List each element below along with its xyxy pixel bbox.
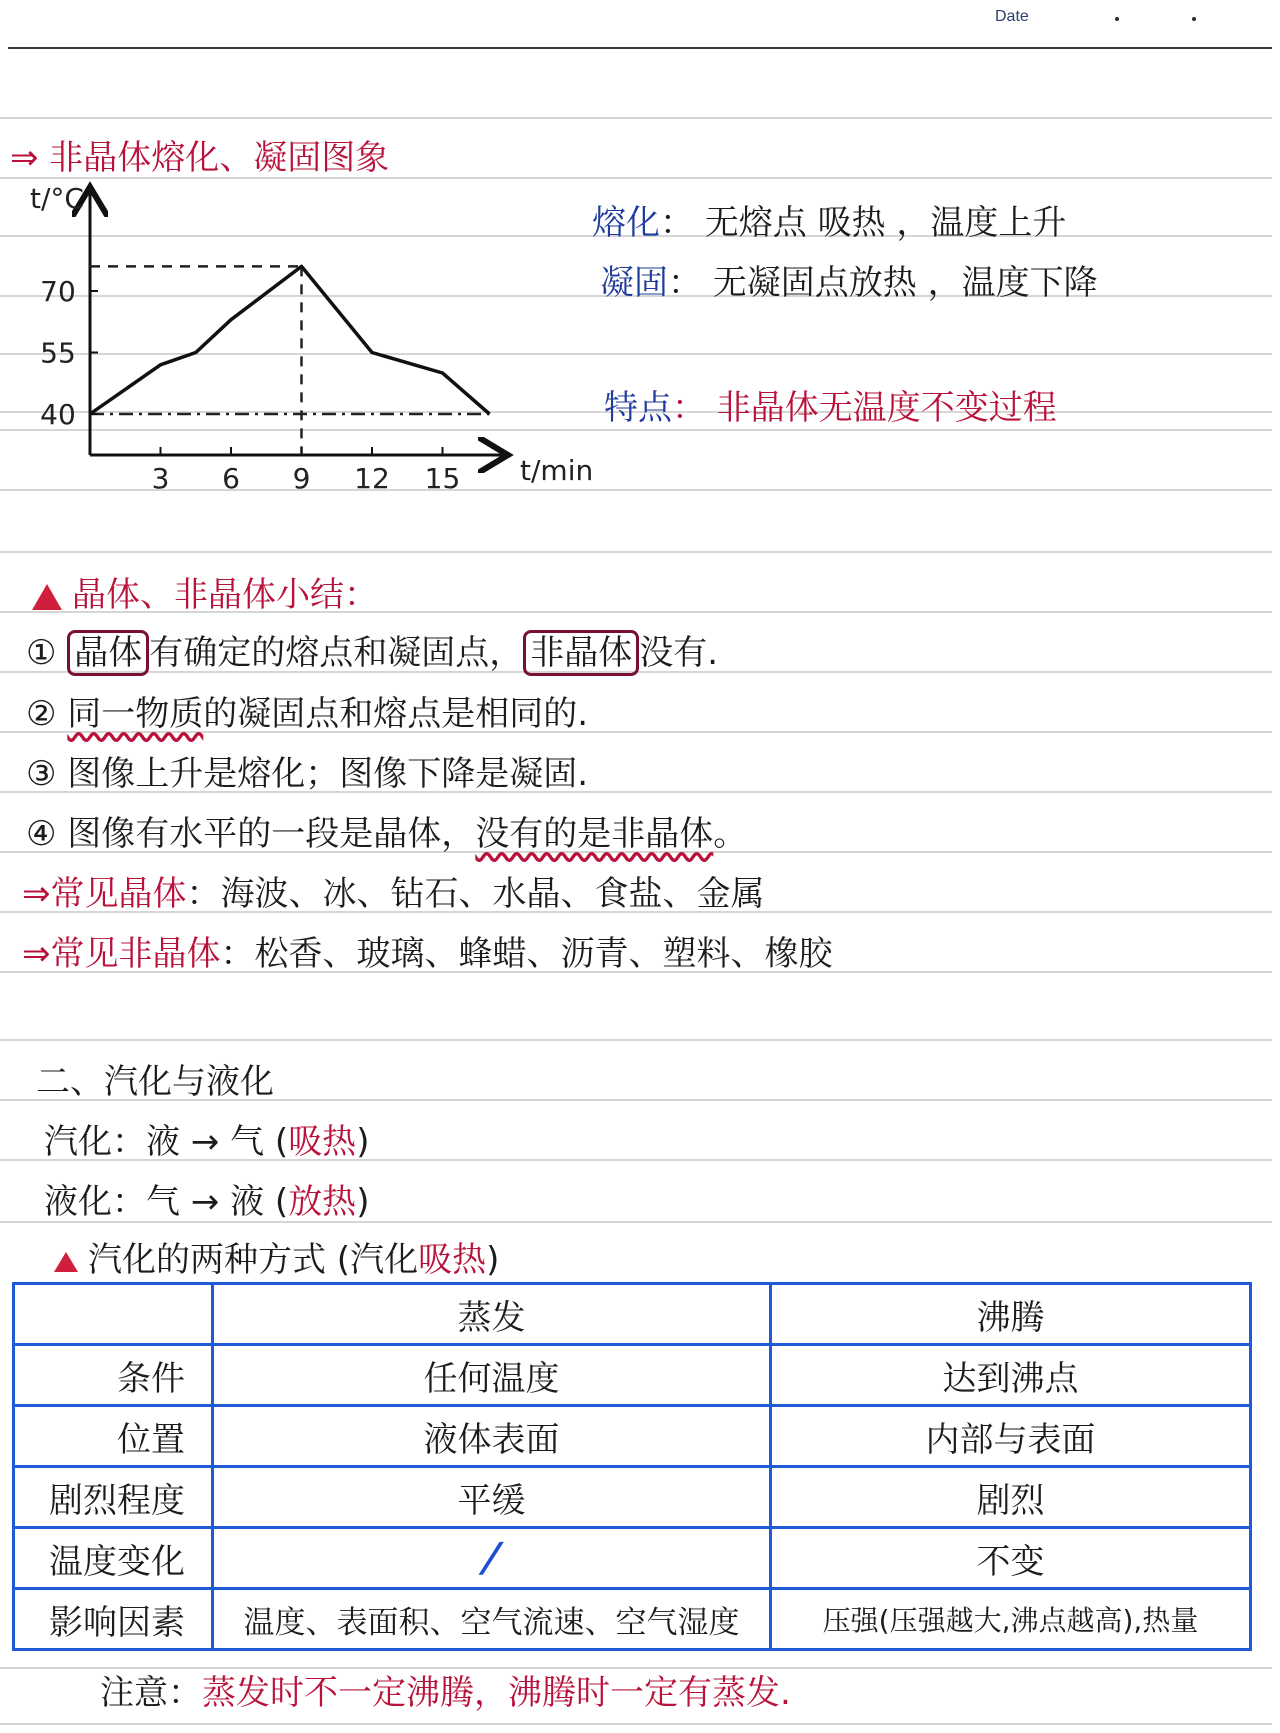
methods-title-row [54,1232,499,1281]
warning-triangle-icon [54,1252,78,1272]
x-tick-label: 12 [354,462,390,495]
boiling-cell: 压强(压强越大,沸点越高),热量 [771,1589,1251,1650]
item4-end: 。 [713,814,748,854]
table-row [14,1589,1251,1650]
boiling-header: 沸腾 [771,1284,1251,1345]
summary-item-3 [26,746,588,795]
table-header-row [14,1284,1251,1345]
common-noncrystals [22,926,833,975]
y-tick-label: 70 [40,275,76,308]
row-label: 温度变化 [14,1528,213,1589]
item-number: ④ [26,814,57,854]
x-tick-label: 3 [151,462,170,495]
boiling-cell: 内部与表面 [771,1406,1251,1467]
evaporation-cell: 平缓 [213,1467,771,1528]
row-label: 剧烈程度 [14,1467,213,1528]
temperature-curve [90,266,490,414]
item1-end: 没有. [639,633,719,673]
item1-text: 有确定的熔点和凝固点， [149,633,524,673]
row-label: 位置 [14,1406,213,1467]
vaporization-text: 汽化：液 → 气 ( [44,1122,289,1162]
summary-item-2 [26,686,588,735]
section2-title: 二、汽化与液化 [36,1062,274,1102]
evaporation-cell: 液体表面 [213,1406,771,1467]
summary-item-4 [26,806,747,855]
x-axis-label: t/min [520,454,594,487]
date-label: Date [995,8,1029,25]
liquefaction-line [44,1174,369,1223]
paren-close: ) [486,1240,500,1280]
methods-heat: 吸热 [418,1240,487,1280]
x-tick-label: 6 [222,462,240,495]
boiling-cell: 剧烈 [771,1467,1251,1528]
note-text: 蒸发时不一定沸腾，沸腾时一定有蒸发. [202,1673,791,1713]
item-number: ③ [26,754,57,794]
vaporization-line [44,1114,369,1163]
common-crystal-text: ：海波、冰、钻石、水晶、食盐、金属 [186,874,765,914]
note-line [100,1665,791,1714]
freeze-text: ： 无凝固点放热 ，温度下降 [668,263,1098,303]
row-label: 影响因素 [14,1589,213,1650]
freeze-label: 凝固 [600,263,668,303]
evaporation-header: 蒸发 [213,1284,771,1345]
item3-text: 图像上升是熔化；图像下降是凝固. [67,754,589,794]
item-number: ① [26,633,57,673]
summary-title: 晶体、非晶体小结： [72,575,378,615]
melt-text: ： 无熔点 吸热 ，温度上升 [660,203,1067,243]
y-axis-label: t/°C [30,182,84,215]
melt-label: 熔化 [592,203,660,243]
liquefaction-text: 液化：气 → 液 ( [44,1182,289,1222]
feature-note [604,380,1057,429]
crystal-boxed-term: 晶体 [67,630,149,676]
same-substance-underlined: 同一物质 [67,694,204,734]
paren-close: ) [356,1182,370,1222]
x-tick-label: 9 [292,462,311,495]
release-heat-text: 放热 [288,1182,357,1222]
item4-text: 图像有水平的一段是晶体， [67,814,476,854]
table-row [14,1345,1251,1406]
x-tick-label: 15 [424,462,461,495]
section1-title: ⇒ 非晶体熔化、凝固图象 [10,138,390,178]
slash-mark: / [476,1535,507,1581]
evaporation-boiling-table [12,1282,1252,1651]
absorb-heat-text: 吸热 [288,1122,357,1162]
boiling-cell: 不变 [771,1528,1251,1589]
header-dot [1115,17,1119,21]
common-noncrystal-label: ⇒常见非晶体 [22,934,221,974]
common-noncrystal-text: ：松香、玻璃、蜂蜡、沥青、塑料、橡胶 [220,934,833,974]
note-label: 注意： [100,1673,202,1713]
freeze-note [600,255,1098,304]
row-label: 条件 [14,1345,213,1406]
y-tick-label: 40 [40,398,76,431]
header-dot [1192,17,1196,21]
summary-item-1 [26,625,718,674]
evaporation-cell [213,1528,771,1589]
amorphous-melting-chart [0,180,620,510]
y-tick-label: 55 [40,336,76,370]
table-row [14,1528,1251,1589]
evaporation-cell: 任何温度 [213,1345,771,1406]
feature-label: 特点 [604,388,672,428]
common-crystals [22,866,765,915]
paren-close: ) [356,1122,370,1162]
table-row [14,1467,1251,1528]
amorphous-boxed-term: 非晶体 [523,630,639,676]
boiling-cell: 达到沸点 [771,1345,1251,1406]
common-crystal-label: ⇒常见晶体 [22,874,187,914]
feature-text: ： 非晶体无温度不变过程 [672,388,1057,428]
evaporation-cell: 温度、表面积、空气流速、空气湿度 [213,1589,771,1650]
methods-title: 汽化的两种方式 (汽化 [88,1240,419,1280]
table-corner-cell [14,1284,213,1345]
warning-triangle-icon [32,584,62,610]
melt-note [592,195,1066,244]
summary-title-row [32,567,378,616]
item2-text: 的凝固点和熔点是相同的. [203,694,589,734]
amorphous-underlined: 没有的是非晶体 [475,814,714,854]
item-number: ② [26,694,57,734]
table-row [14,1406,1251,1467]
